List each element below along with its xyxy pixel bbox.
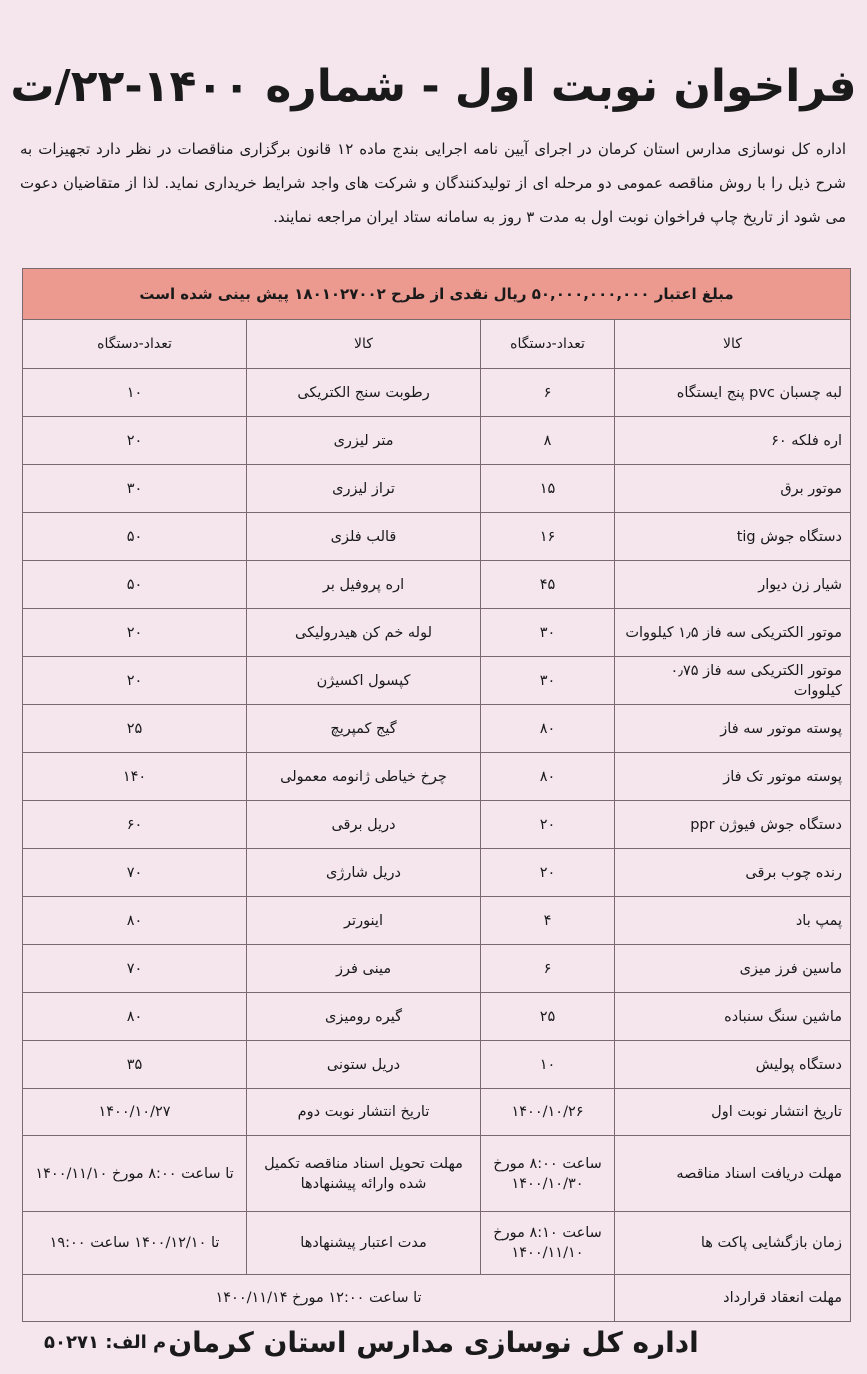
header-item-a: کالا [615,320,851,369]
item-name: موتور الکتریکی سه فاز ۰٫۷۵ کیلووات [615,657,851,705]
table-row [23,1041,851,1089]
item-qty: ۱۰ [23,369,247,417]
item-name: شیار زن دیوار [615,561,851,609]
item-qty: ۱۰ [481,1041,615,1089]
item-name: دریل شارژی [247,849,481,897]
item-qty: ۶ [481,369,615,417]
opening-value: ساعت ۸:۱۰ مورخ ۱۴۰۰/۱۱/۱۰ [481,1212,615,1275]
table-row [23,945,851,993]
second-pub-label: تاریخ انتشار نوبت دوم [247,1089,481,1136]
item-name: لوله خم کن هیدرولیکی [247,609,481,657]
submit-label: مهلت تحویل اسناد مناقصه تکمیل شده وارائه پیشنهادها [247,1136,481,1212]
header-qty-b: تعداد-دستگاه [23,320,247,369]
schedule-body [23,1089,851,1322]
table-row [23,897,851,945]
item-qty: ۸ [481,417,615,465]
table-row [23,609,851,657]
item-qty: ۸۰ [481,705,615,753]
item-name: متر لیزری [247,417,481,465]
table-row [23,561,851,609]
budget-row [23,269,851,320]
table-row [23,513,851,561]
table-row [23,705,851,753]
item-qty: ۵۰ [23,513,247,561]
item-qty: ۸۰ [23,897,247,945]
header-qty-a: تعداد-دستگاه [481,320,615,369]
item-qty: ۳۵ [23,1041,247,1089]
item-name: موتور برق [615,465,851,513]
item-qty: ۵۰ [23,561,247,609]
item-qty: ۶ [481,945,615,993]
item-qty: ۲۰ [481,849,615,897]
item-qty: ۲۰ [23,609,247,657]
item-name: رنده چوب برقی [615,849,851,897]
validity-label: مدت اعتبار پیشنهادها [247,1212,481,1275]
item-qty: ۸۰ [23,993,247,1041]
item-qty: ۷۰ [23,945,247,993]
first-pub-value: ۱۴۰۰/۱۰/۲۶ [481,1089,615,1136]
item-qty: ۴ [481,897,615,945]
item-qty: ۱۵ [481,465,615,513]
table-row [23,369,851,417]
deadline-row [23,1136,851,1212]
item-qty: ۱۶ [481,513,615,561]
item-name: دستگاه جوش فیوژن ppr [615,801,851,849]
item-name: گیره رومیزی [247,993,481,1041]
table-row [23,993,851,1041]
docs-label: مهلت دریافت اسناد مناقصه [615,1136,851,1212]
notice-title: فراخوان نوبت اول - شماره ۱۴۰۰-۲۲/ت [10,61,857,112]
item-qty: ۲۵ [23,705,247,753]
item-name: ماشین سنگ سنباده [615,993,851,1041]
item-name: دریل برقی [247,801,481,849]
table-row [23,801,851,849]
contract-label: مهلت انعقاد قرارداد [615,1275,851,1322]
item-name: رطوبت سنج الکتریکی [247,369,481,417]
first-pub-label: تاریخ انتشار نوبت اول [615,1089,851,1136]
items-table [22,268,851,1322]
submit-value: تا ساعت ۸:۰۰ مورخ ۱۴۰۰/۱۱/۱۰ [23,1136,247,1212]
item-qty: ۳۰ [23,465,247,513]
item-qty: ۷۰ [23,849,247,897]
item-qty: ۶۰ [23,801,247,849]
item-name: کپسول اکسیژن [247,657,481,705]
item-name: چرخ خیاطی ژانومه معمولی [247,753,481,801]
item-name: ماسین فرز میزی [615,945,851,993]
item-name: گیج کمپریچ [247,705,481,753]
table-row [23,657,851,705]
item-qty: ۲۰ [23,417,247,465]
item-qty: ۳۰ [481,609,615,657]
organization-name: اداره کل نوسازی مدارس استان کرمان [168,1326,699,1359]
item-name: قالب فلزی [247,513,481,561]
header-row [23,320,851,369]
docs-value: ساعت ۸:۰۰ مورخ ۱۴۰۰/۱۰/۳۰ [481,1136,615,1212]
item-qty: ۱۴۰ [23,753,247,801]
item-name: اره فلکه ۶۰ [615,417,851,465]
item-name: موتور الکتریکی سه فاز ۱٫۵ کیلووات [615,609,851,657]
item-name: لبه چسبان pvc پنج ایستگاه [615,369,851,417]
item-qty: ۲۰ [23,657,247,705]
item-name: پوسته موتور سه فاز [615,705,851,753]
intro-paragraph: اداره کل نوسازی مدارس استان کرمان در اجرای آیین نامه اجرایی بندج ماده ۱۲ قانون برگزاری مناقصات در نظر دارد تجهیزات به شرح ذیل را با روش مناقصه عمومی دو مرحله ای از تولیدکنندگان و شرکت های واجد شرایط خریداری نماید. لذا از متقاضیان دعوت می شود از تاریخ چاپ فراخوان نوبت اول به مدت ۳ روز به سامانه ستاد ایران مراجعه نمایند. [20,140,846,226]
item-name: دریل ستونی [247,1041,481,1089]
item-qty: ۸۰ [481,753,615,801]
header-item-b: کالا [247,320,481,369]
item-name: مینی فرز [247,945,481,993]
budget-text: مبلغ اعتبار ۵۰,۰۰۰,۰۰۰,۰۰۰ ریال نقدی از طرح ۱۸۰۱۰۲۷۰۰۲ پیش بینی شده است [23,269,851,320]
item-name: دستگاه پولیش [615,1041,851,1089]
contract-row [23,1275,851,1322]
item-qty: ۲۵ [481,993,615,1041]
opening-row [23,1212,851,1275]
opening-label: زمان بازگشایی پاکت ها [615,1212,851,1275]
item-name: اره پروفیل بر [247,561,481,609]
notice-code: م الف: ۵۰۲۷۱ [44,1332,167,1353]
publication-row [23,1089,851,1136]
second-pub-value: ۱۴۰۰/۱۰/۲۷ [23,1089,247,1136]
footer [0,1318,867,1368]
item-qty: ۲۰ [481,801,615,849]
item-name: پوسته موتور تک فاز [615,753,851,801]
item-name: تراز لیزری [247,465,481,513]
table-row [23,849,851,897]
contract-value: تا ساعت ۱۲:۰۰ مورخ ۱۴۰۰/۱۱/۱۴ [23,1275,615,1322]
items-table-body [23,269,851,1089]
validity-value: تا ۱۴۰۰/۱۲/۱۰ ساعت ۱۹:۰۰ [23,1212,247,1275]
item-name: اینورتر [247,897,481,945]
item-qty: ۳۰ [481,657,615,705]
table-row [23,417,851,465]
table-row [23,753,851,801]
item-name: پمپ باد [615,897,851,945]
item-name: دستگاه جوش tig [615,513,851,561]
table-row [23,465,851,513]
item-qty: ۴۵ [481,561,615,609]
